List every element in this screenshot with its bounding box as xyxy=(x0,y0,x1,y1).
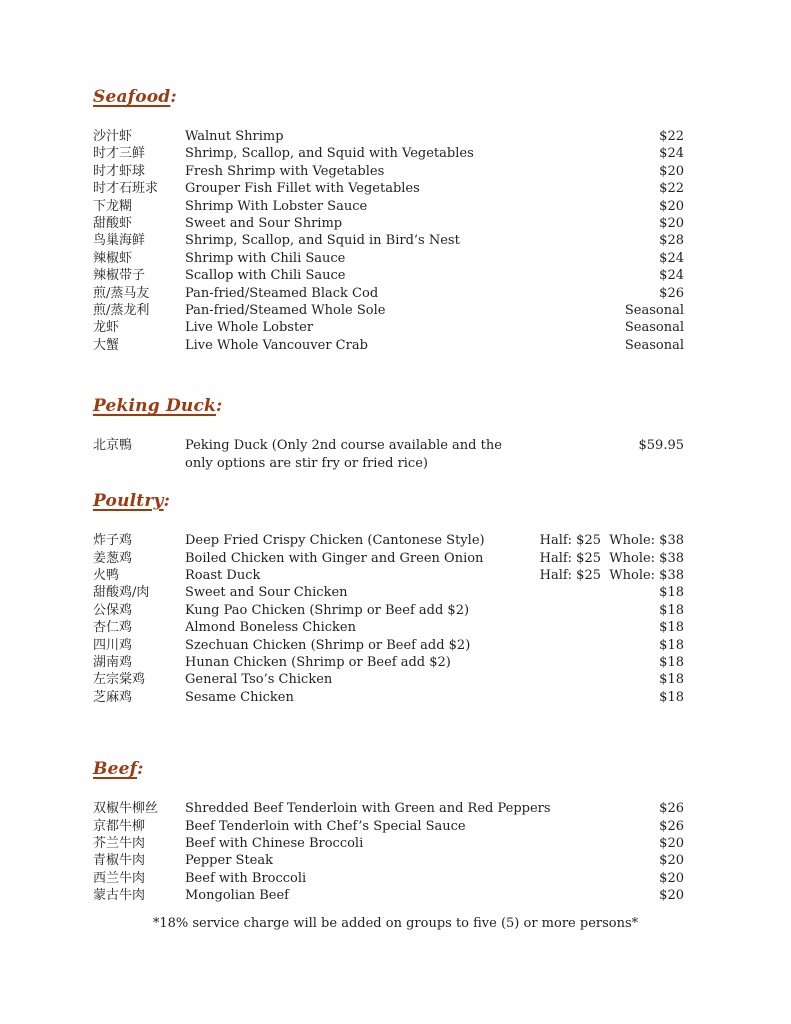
item-name-chinese: 煎/蒸龙利 xyxy=(93,303,150,319)
item-name-english xyxy=(185,671,659,688)
item-name-chinese: 鸟巢海鲜 xyxy=(93,233,146,249)
item-name-english xyxy=(185,870,659,887)
item-name-chinese: 时才三鲜 xyxy=(93,146,146,162)
section-title: Beef xyxy=(93,759,138,780)
section-heading xyxy=(93,86,684,108)
item-name-chinese: 芝麻鸡 xyxy=(93,689,133,705)
item-price: $22 xyxy=(659,129,684,144)
item-description: Kung Pao Chicken (Shrimp or Beef add $2) xyxy=(185,602,470,618)
item-price: Half: $25 Whole: $38 xyxy=(539,533,684,549)
item-price: $18 xyxy=(659,620,684,636)
item-name-english xyxy=(185,800,659,817)
menu-section-peking-duck xyxy=(93,395,684,472)
item-name-english xyxy=(185,567,540,584)
section-title: Poultry xyxy=(93,491,164,512)
item-name-english xyxy=(185,550,540,567)
menu-item-row xyxy=(93,689,684,706)
item-name-chinese: 杏仁鸡 xyxy=(93,620,133,636)
item-name-chinese: 左宗棠鸡 xyxy=(93,672,146,688)
item-price: $26 xyxy=(659,818,684,834)
item-description: Fresh Shrimp with Vegetables xyxy=(185,163,385,179)
item-price: $20 xyxy=(659,216,684,232)
item-name-chinese: 下龙糊 xyxy=(93,198,133,214)
menu-item-row xyxy=(93,267,684,284)
item-description-line2: only options are stir fry or fried rice) xyxy=(185,455,428,471)
item-description: Peking Duck (Only 2nd course available and the xyxy=(185,438,502,454)
section-colon: : xyxy=(163,491,171,512)
item-name-chinese: 煎/蒸马友 xyxy=(93,285,150,301)
section-heading xyxy=(93,758,684,780)
item-name-english xyxy=(185,637,659,654)
section-heading xyxy=(93,490,684,512)
menu-item-row xyxy=(93,800,684,817)
menu-item-row xyxy=(93,852,684,869)
item-price: $24 xyxy=(659,146,684,162)
item-description: Shrimp with Chili Sauce xyxy=(185,250,346,266)
menu-item-row xyxy=(93,654,684,671)
item-price: $20 xyxy=(659,835,684,851)
menu-section-beef xyxy=(93,758,684,904)
section-items xyxy=(93,800,684,904)
item-name-chinese: 西兰牛肉 xyxy=(93,870,146,886)
section-title: Seafood xyxy=(93,87,171,107)
item-price: $24 xyxy=(659,268,684,284)
item-description: Live Whole Lobster xyxy=(185,320,314,336)
menu-item-row xyxy=(93,198,684,215)
item-description: Live Whole Vancouver Crab xyxy=(185,337,368,353)
menu-item-row xyxy=(93,232,684,249)
item-price: $18 xyxy=(659,602,684,618)
item-name-english xyxy=(185,267,659,284)
item-description: Roast Duck xyxy=(185,567,261,583)
menu-section-seafood xyxy=(93,86,684,354)
item-name-chinese: 四川鸡 xyxy=(93,637,133,653)
item-name-english xyxy=(185,835,659,852)
item-name-chinese: 火鸭 xyxy=(93,567,120,583)
item-name-chinese: 时才石班求 xyxy=(93,181,159,197)
item-name-chinese: 炸子鸡 xyxy=(93,533,133,549)
section-heading xyxy=(93,395,684,417)
menu-item-row xyxy=(93,145,684,162)
menu-item-row xyxy=(93,619,684,636)
item-price: $28 xyxy=(659,233,684,249)
item-name-chinese: 湖南鸡 xyxy=(93,654,133,670)
item-name-english xyxy=(185,319,625,336)
menu-section-poultry xyxy=(93,490,684,706)
item-price: $59.95 xyxy=(638,438,684,454)
item-description: Szechuan Chicken (Shrimp or Beef add $2) xyxy=(185,637,471,653)
item-price: $24 xyxy=(659,250,684,266)
item-name-chinese: 甜酸鸡/肉 xyxy=(93,585,150,601)
item-name-english xyxy=(185,818,659,835)
item-price: $26 xyxy=(659,801,684,817)
menu-item-row xyxy=(93,602,684,619)
menu-item-row xyxy=(93,671,684,688)
item-price: Half: $25 Whole: $38 xyxy=(539,567,684,583)
item-name-chinese: 辣椒带子 xyxy=(93,268,146,284)
menu-item-row xyxy=(93,215,684,232)
item-description: Beef Tenderloin with Chef’s Special Sauce xyxy=(185,818,466,834)
item-name-chinese: 甜酸虾 xyxy=(93,216,133,232)
item-name-chinese: 辣椒虾 xyxy=(93,250,133,266)
item-description: Scallop with Chili Sauce xyxy=(185,268,346,284)
item-price: $20 xyxy=(659,198,684,214)
service-charge-note: *18% service charge will be added on groups to five (5) or more persons* xyxy=(152,915,639,931)
item-description: Shrimp, Scallop, and Squid with Vegetables xyxy=(185,146,474,162)
item-price: $18 xyxy=(659,654,684,670)
item-name-english xyxy=(185,145,659,162)
menu-item-row xyxy=(93,250,684,267)
section-items xyxy=(93,532,684,706)
item-name-english xyxy=(185,128,659,145)
item-name-chinese: 双椒牛柳丝 xyxy=(93,801,159,817)
item-name-english xyxy=(185,532,540,549)
item-name-english xyxy=(185,163,659,180)
menu-item-row xyxy=(93,337,684,354)
item-name-chinese: 公保鸡 xyxy=(93,602,133,618)
item-name-english xyxy=(185,232,659,249)
item-description: Beef with Broccoli xyxy=(185,870,307,886)
item-name-chinese: 蒙古牛肉 xyxy=(93,888,146,904)
item-name-chinese: 大蟹 xyxy=(93,337,120,353)
item-name-english xyxy=(185,180,659,197)
item-name-english xyxy=(185,654,659,671)
menu-item-row xyxy=(93,584,684,601)
item-name-chinese: 沙汁虾 xyxy=(93,129,133,144)
item-name-chinese: 北京鴨 xyxy=(93,438,133,454)
item-price: Seasonal xyxy=(624,303,684,319)
menu-item-row xyxy=(93,302,684,319)
item-price: $20 xyxy=(659,163,684,179)
item-name-chinese: 芥兰牛肉 xyxy=(93,835,146,851)
item-name-english xyxy=(185,437,639,472)
menu-item-row xyxy=(93,532,684,549)
item-name-english xyxy=(185,215,659,232)
menu-sections xyxy=(93,86,684,905)
item-name-english xyxy=(185,602,659,619)
item-description: Sesame Chicken xyxy=(185,689,294,705)
item-name-english xyxy=(185,852,659,869)
item-price: $20 xyxy=(659,870,684,886)
item-description: Walnut Shrimp xyxy=(185,129,284,144)
menu-item-row xyxy=(93,285,684,302)
item-description: Beef with Chinese Broccoli xyxy=(185,835,364,851)
item-name-english xyxy=(185,337,625,354)
item-description: Pepper Steak xyxy=(185,853,273,869)
item-name-chinese: 姜葱鸡 xyxy=(93,550,133,566)
item-price: $26 xyxy=(659,285,684,301)
item-price: $18 xyxy=(659,637,684,653)
item-description: Boiled Chicken with Ginger and Green Onion xyxy=(185,550,484,566)
item-description: Deep Fried Crispy Chicken (Cantonese Style) xyxy=(185,533,485,549)
item-description: Sweet and Sour Chicken xyxy=(185,585,348,601)
menu-item-row xyxy=(93,835,684,852)
menu-item-row xyxy=(93,887,684,904)
item-description: Grouper Fish Fillet with Vegetables xyxy=(185,181,420,197)
item-description: Shrimp, Scallop, and Squid in Bird’s Nest xyxy=(185,233,460,249)
item-description: Shrimp With Lobster Sauce xyxy=(185,198,368,214)
section-colon: : xyxy=(170,87,177,107)
menu-item-row xyxy=(93,437,684,472)
item-name-english xyxy=(185,302,625,319)
menu-item-row xyxy=(93,550,684,567)
item-name-english xyxy=(185,285,659,302)
item-price: Seasonal xyxy=(624,337,684,353)
item-price: $20 xyxy=(659,853,684,869)
item-description: Shredded Beef Tenderloin with Green and Red Peppers xyxy=(185,801,551,817)
item-description: Almond Boneless Chicken xyxy=(185,620,356,636)
section-items xyxy=(93,437,684,472)
item-description: General Tso’s Chicken xyxy=(185,672,333,688)
item-price: Seasonal xyxy=(624,320,684,336)
item-name-english xyxy=(185,689,659,706)
item-name-chinese: 时才虾球 xyxy=(93,163,146,179)
item-name-english xyxy=(185,887,659,904)
menu-item-row xyxy=(93,319,684,336)
item-description: Pan-fried/Steamed Black Cod xyxy=(185,285,379,301)
item-name-chinese: 青椒牛肉 xyxy=(93,853,146,869)
menu-item-row xyxy=(93,128,684,145)
section-items xyxy=(93,128,684,354)
menu-item-row xyxy=(93,818,684,835)
item-description: Mongolian Beef xyxy=(185,888,289,904)
item-price: $18 xyxy=(659,672,684,688)
item-price: Half: $25 Whole: $38 xyxy=(539,550,684,566)
item-description: Sweet and Sour Shrimp xyxy=(185,216,343,232)
item-name-english xyxy=(185,619,659,636)
item-price: $22 xyxy=(659,181,684,197)
item-price: $18 xyxy=(659,585,684,601)
menu-item-row xyxy=(93,180,684,197)
section-colon: : xyxy=(137,759,144,780)
menu-item-row xyxy=(93,870,684,887)
item-price: $20 xyxy=(659,888,684,904)
item-description: Hunan Chicken (Shrimp or Beef add $2) xyxy=(185,654,451,670)
item-price: $18 xyxy=(659,689,684,705)
menu-item-row xyxy=(93,163,684,180)
menu-item-row xyxy=(93,567,684,584)
item-name-english xyxy=(185,584,659,601)
section-title: Peking Duck xyxy=(93,396,216,417)
item-name-chinese: 龙虾 xyxy=(93,320,120,336)
item-name-chinese: 京都牛柳 xyxy=(93,818,146,834)
item-description: Pan-fried/Steamed Whole Sole xyxy=(185,303,386,319)
item-name-english xyxy=(185,198,659,215)
menu-item-row xyxy=(93,637,684,654)
section-colon: : xyxy=(215,396,223,417)
item-name-english xyxy=(185,250,659,267)
